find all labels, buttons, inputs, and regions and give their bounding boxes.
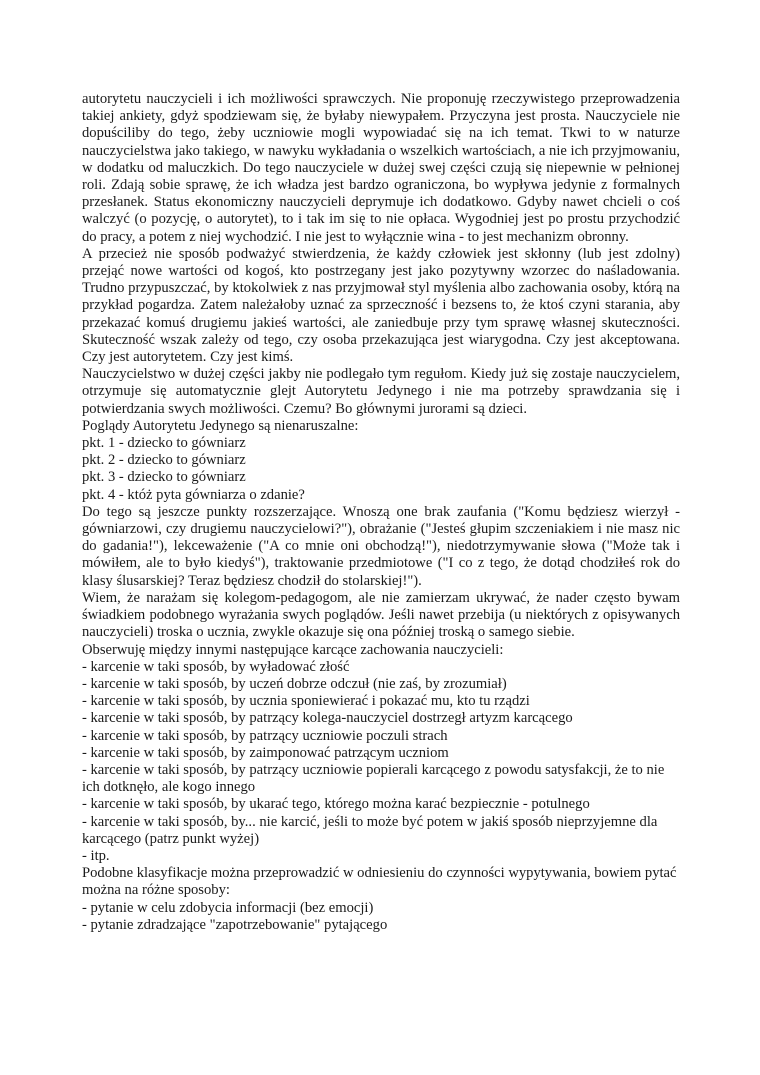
list-item: - karcenie w taki sposób, by uczeń dobrze odczuł (nie zaś, by zrozumiał)	[82, 675, 507, 692]
list-intro: Obserwuję między innymi następujące karcące zachowania nauczycieli:	[82, 641, 504, 658]
list-intro: Poglądy Autorytetu Jedynego są nienaruszalne:	[82, 417, 359, 434]
list-intro: Podobne klasyfikacje można przeprowadzić w odniesieniu do czynności wypytywania, bowiem pytać można na różne sposoby:	[82, 865, 677, 899]
list-item: - karcenie w taki sposób, by patrzący kolega-nauczyciel dostrzegł artyzm karcącego	[82, 710, 573, 727]
paragraph: autorytetu nauczycieli i ich możliwości sprawczych. Nie proponuję rzeczywistego przeprowadzenia takiej ankiety, gdyż spodziewam się, że byłaby niewypałem. Przyczyna jest prosta. Nauczyciele nie dopuściliby do tego, żeby uczniowie mogli wypowiadać się na ich temat. Tkwi to w naturze nauczycielstwa jako takiego, w nawyku wykładania o wszelkich wartościach, a nie ich przyjmowaniu, w dodatku od maluczkich. Do tego nauczyciele w dużej swej części czują się niepewnie w pełnionej roli. Zdają sobie sprawę, że ich władza jest bardzo ograniczona, bo wypływa jedynie z formalnych przesłanek. Status ekonomiczny nauczycieli deprymuje ich dodatkowo. Gdyby nawet chcieli o coś walczyć (o pozycję, o autorytet), to i tak im się to nie opłaca. Wygodniej jest po prostu przychodzić do pracy, a potem z niej wychodzić. I nie jest to wyłącznie wina - to jest mechanizm obronny.	[82, 91, 680, 245]
document-page	[82, 91, 680, 934]
paragraph: Nauczycielstwo w dużej części jakby nie podlegało tym regułom. Kiedy już się zostaje nauczycielem, otrzymuje się automatycznie glejt Autorytetu Jedynego i nie ma potrzeby sprawdzania się i potwierdzania swych możliwości. Czemu? Bo głównymi jurorami są dzieci.	[82, 366, 680, 417]
list-item: - karcenie w taki sposób, by... nie karcić, jeśli to może być potem w jakiś sposób nieprzyjemne dla karcącego (patrz punkt wyżej)	[82, 813, 658, 847]
list-item: - pytanie zdradzające "zapotrzebowanie" pytającego	[82, 916, 388, 933]
list-item: - karcenie w taki sposób, by ukarać tego, którego można karać bezpiecznie - potulnego	[82, 796, 590, 813]
list-item: pkt. 3 - dziecko to gówniarz	[82, 469, 246, 486]
list-item: - itp.	[82, 847, 110, 864]
list-item: - karcenie w taki sposób, by zaimponować patrzącym uczniom	[82, 744, 449, 761]
list-item: pkt. 2 - dziecko to gówniarz	[82, 452, 246, 469]
list-item: pkt. 4 - któż pyta gówniarza o zdanie?	[82, 486, 305, 503]
paragraph: Wiem, że narażam się kolegom-pedagogom, ale nie zamierzam ukrywać, że nader często bywam świadkiem podobnego wyrażania swych poglądów. Jeśli nawet przebija (u niektórych z opisywanych nauczycieli) troska o ucznia, zwykle okazuje się ona później troską o samego siebie.	[82, 589, 680, 641]
list-item: pkt. 1 - dziecko to gówniarz	[82, 435, 246, 452]
list-item: - karcenie w taki sposób, by wyładować złość	[82, 658, 350, 675]
paragraph: Do tego są jeszcze punkty rozszerzające. Wnoszą one brak zaufania ("Komu będziesz wierzył - gówniarzowi, czy drugiemu nauczycielowi?"), obrażanie ("Jesteś głupim szczeniakiem i nie masz nic do gadania!"), lekceważenie ("A co mnie oni obchodzą!"), niedotrzymywanie słowa ("Może tak i mówiłem, ale to było kiedyś"), traktowanie przedmiotowe ("I co z tego, że dotąd chodziłeś rok do klasy ślusarskiej? Teraz będziesz chodził do stolarskiej!").	[82, 503, 680, 589]
list-item: - pytanie w celu zdobycia informacji (bez emocji)	[82, 899, 374, 916]
list-item: - karcenie w taki sposób, by patrzący uczniowie poczuli strach	[82, 727, 448, 744]
paragraph: A przecież nie sposób podważyć stwierdzenia, że każdy człowiek jest skłonny (lub jest zdolny) przejąć nowe wartości od kogoś, kto postrzegany jest jako pozytywny wzorzec do naśladowania. Trudno przypuszczać, by ktokolwiek z nas przyjmował styl myślenia albo zachowania osoby, którą na przykład pogardza. Zatem należałoby uznać za sprzeczność i bezsens to, że ktoś czyni starania, aby przekazać komuś drugiemu jakieś wartości, ale zaniedbuje przy tym sprawę własnej skuteczności. Skuteczność wszak zależy od tego, czy osoba przekazująca jest wiarygodna. Czy jest akceptowana. Czy jest autorytetem. Czy jest kimś.	[82, 245, 680, 366]
list-item: - karcenie w taki sposób, by patrzący uczniowie popierali karcącego z powodu satysfakcji, że to nie ich dotknęło, ale kogo innego	[82, 761, 665, 796]
list-item: - karcenie w taki sposób, by ucznia sponiewierać i pokazać mu, kto tu rządzi	[82, 693, 530, 710]
